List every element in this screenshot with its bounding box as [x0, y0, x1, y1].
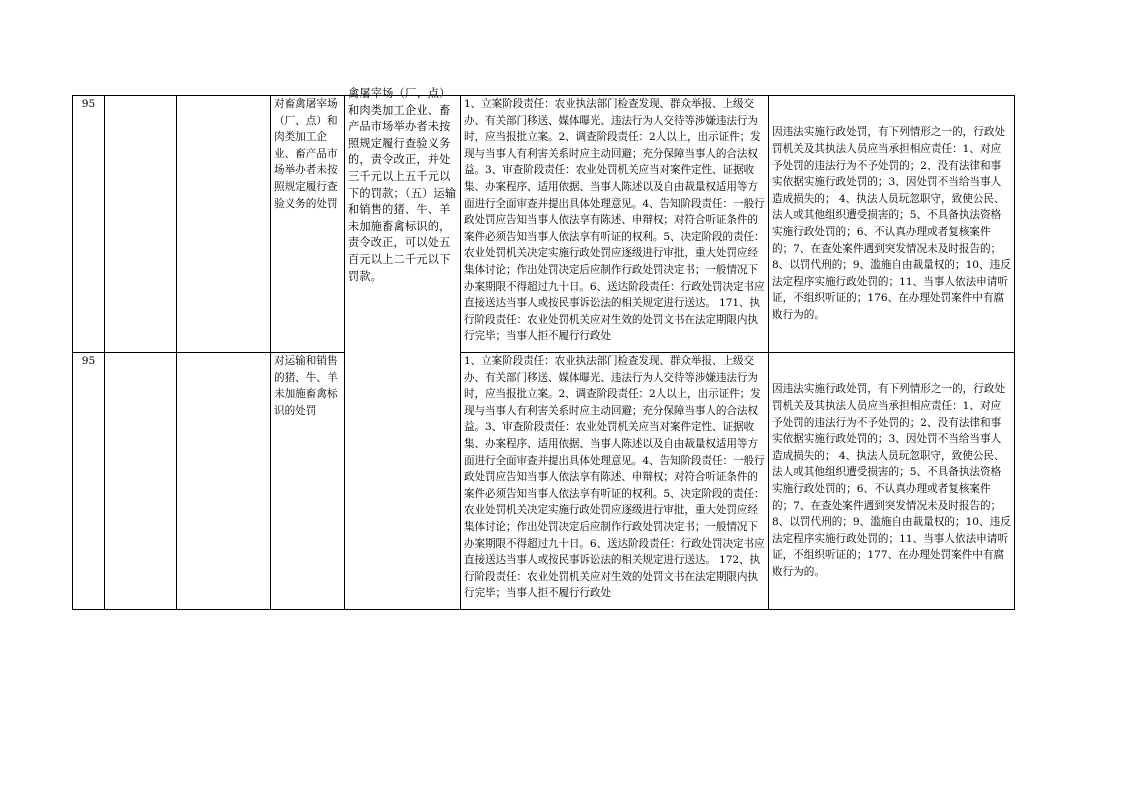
table-row [73, 96, 1015, 353]
blank-cell [105, 96, 177, 353]
liability-cell [769, 96, 1015, 353]
liability-text: 因违法实施行政处罚，有下列情形之一的，行政处罚机关及其执法人员应当承担相应责任：1、对应予处罚的违法行为不予处罚的；2、没有法律和事实依据实施行政处罚的；3、因处罚不当给当事人造成损失的； 4、执法人员玩忽职守，致使公民、法人或其他组织遭受损害的；5、不具备执法资格实施行政处罚的；6、不认真办理或者复核案件的；7、在查处案件遇到突发情况未及时报告的；8、以罚代刑的；9、滥施自由裁量权的；10、违反法定程序实施行政处罚的；11、当事人依法申请听证，不组织听证的；176、在办理处罚案件中有腐败行为的。 [772, 126, 1011, 321]
responsibility-cell [461, 353, 769, 610]
item-name: 对运输和销售的猪、牛、羊未加施畜禽标识的处罚 [271, 353, 345, 610]
blank-cell [177, 96, 271, 353]
power-list-table [72, 87, 1015, 610]
row-number: 95 [73, 353, 105, 610]
row-number: 95 [73, 96, 105, 353]
responsibility-cell [461, 96, 769, 353]
responsibility-text: 1、立案阶段责任：农业执法部门检查发现、群众举报、上级交办、有关部门移送、媒体曝光、违法行为人交待等涉嫌违法行为时，应当报批立案。2、调查阶段责任：2人以上，出示证件；发现与当事人有利害关系时应主动回避；充分保障当事人的合法权益。3、审查阶段责任：农业处罚机关应当对案件定性、证据收集、办案程序、适用依据、当事人陈述以及自由裁量权适用等方面进行全面审查并提出具体处理意见。4、告知阶段责任：一般行政处罚应告知当事人依法享有陈述、申辩权；对符合听证条件的案件必须告知当事人依法享有听证的权利。5、决定阶段的责任：农业处罚机关决定实施行政处罚应逐级进行审批，重大处罚应经集体讨论；作出处罚决定后应制作行政处罚决定书；一般情况下办案期限不得超过九十日。6、送达阶段责任：行政处罚决定书应直接送达当事人或按民事诉讼法的相关规定进行送达。 171、执行阶段责任：农业处罚机关应对生效的处罚文书在法定期限内执行完毕；当事人拒不履行行政处 [464, 98, 765, 343]
blank-cell [105, 353, 177, 610]
liability-text: 因违法实施行政处罚，有下列情形之一的，行政处罚机关及其执法人员应当承担相应责任：1、对应予处罚的违法行为不予处罚的；2、没有法律和事实依据实施行政处罚的；3、因处罚不当给当事人造成损失的； 4、执法人员玩忽职守，致使公民、法人或其他组织遭受损害的；5、不具备执法资格实施行政处罚的；6、不认真办理或者复核案件的；7、在查处案件遇到突发情况未及时报告的；8、以罚代刑的；9、滥施自由裁量权的；10、违反法定程序实施行政处罚的；11、当事人依法申请听证，不组织听证的；177、在办理处罚案件中有腐败行为的。 [772, 383, 1011, 578]
legal-basis-cell [345, 87, 461, 610]
liability-cell [769, 353, 1015, 610]
item-name: 对畜禽屠宰场（厂、点）和肉类加工企业、畜产品市场举办者未按照规定履行查验义务的处罚 [271, 96, 345, 353]
responsibility-text: 1、立案阶段责任：农业执法部门检查发现、群众举报、上级交办、有关部门移送、媒体曝光、违法行为人交待等涉嫌违法行为时，应当报批立案。2、调查阶段责任：2人以上，出示证件；发现与当事人有利害关系时应主动回避；充分保障当事人的合法权益。3、审查阶段责任：农业处罚机关应当对案件定性、证据收集、办案程序、适用依据、当事人陈述以及自由裁量权适用等方面进行全面审查并提出具体处理意见。4、告知阶段责任：一般行政处罚应告知当事人依法享有陈述、申辩权；对符合听证条件的案件必须告知当事人依法享有听证的权利。5、决定阶段的责任：农业处罚机关决定实施行政处罚应逐级进行审批，重大处罚应经集体讨论；作出处罚决定后应制作行政处罚决定书；一般情况下办案期限不得超过九十日。6、送达阶段责任：行政处罚决定书应直接送达当事人或按民事诉讼法的相关规定进行送达。 172、执行阶段责任：农业处罚机关应对生效的处罚文书在法定期限内执行完毕；当事人拒不履行行政处 [464, 355, 765, 600]
blank-cell [177, 353, 271, 610]
legal-basis-text: 禽屠宰场（厂、点）和肉类加工企业、畜产品市场举办者未按照规定履行查验义务的，责令改正，并处三千元以上五千元以下的罚款；（五）运输和销售的猪、牛、羊未加施畜禽标识的，责令改正，可以处五百元以上二千元以下罚款。 [348, 87, 457, 283]
table-row [73, 353, 1015, 610]
